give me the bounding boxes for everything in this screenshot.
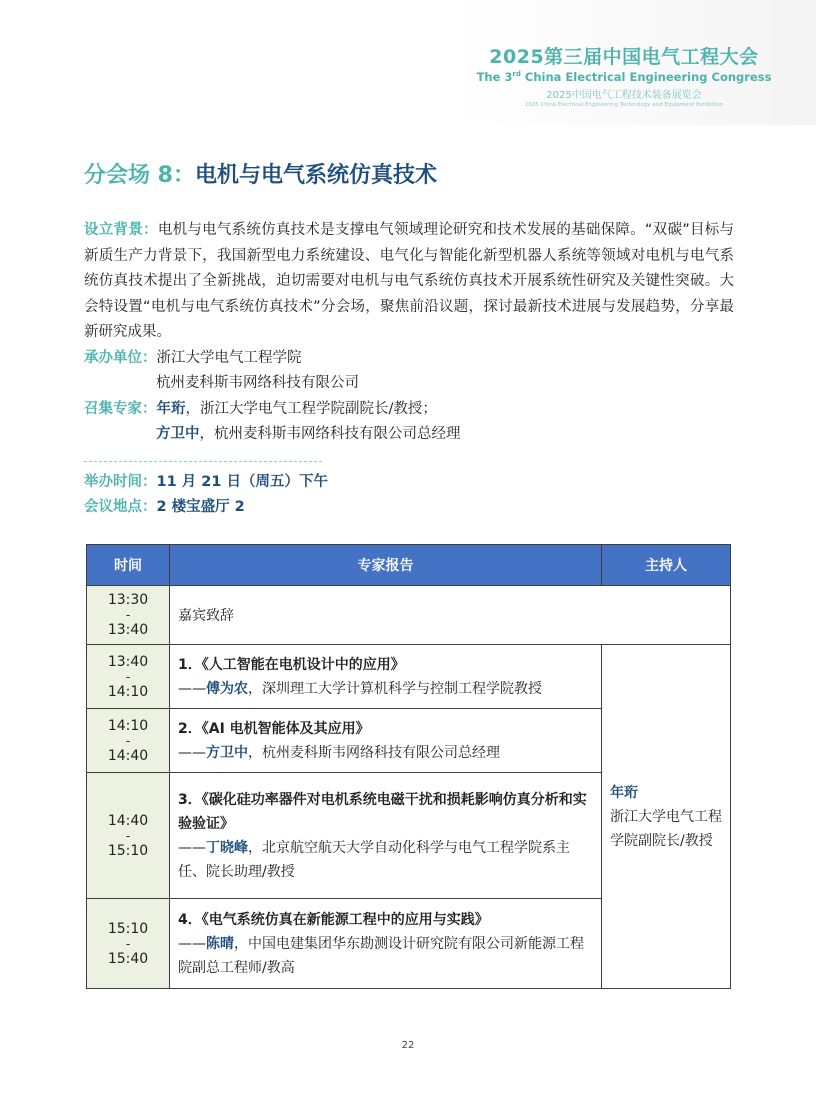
venue-row [84,495,734,521]
organizer-item: 杭州麦科斯韦网络科技有限公司 [156,375,359,391]
talk-speaker-line: ——丁晓峰，北京航空航天大学自动化科学与电气工程学院系主任、院长助理/教授 [178,839,570,880]
time-cell: 14:40 - 15:10 [87,773,170,899]
page-number: 22 [401,1040,415,1051]
time-cell: 15:10 - 15:40 [87,899,170,989]
venue-label: 会议地点： [84,499,157,515]
logo-exhibition-cn: 2025中国电气工程技术装备展览会 [546,90,702,101]
organizer-label: 承办单位： [84,349,157,366]
talk-title: 3．《碳化硅功率器件对电机系统电磁干扰和损耗影响仿真分析和实验验证》 [178,791,587,832]
host-desc: 浙江大学电气工程学院副院长/教授 [610,808,722,849]
background-text: 电机与电气系统仿真技术是支撑电气领域理论研究和技术发展的基础保障。“双碳”目标与新质生产力背景下，我国新型电力系统建设、电气化与智能化新型机器人系统等领域对电机与电气系统仿真技术提出了全新挑战，迫切需要对电机与电气系统仿真技术开展系统性研究及关键性突破。大会特设置“电机与电气系统仿真技术”分会场，聚焦前沿议题，探讨最新技术进展与发展趋势，分享最新研究成果。 [84,222,734,340]
talk-cell [170,899,602,989]
speaker-name: 陈晴 [206,935,234,952]
logo-exhibition-en: 2025 China Electrical Engineering Technology and Equipment Exhibition [524,102,724,108]
speaker-name: 方卫中 [206,744,248,761]
table-row [87,586,731,645]
talk-title: 2．《AI 电机智能体及其应用》 [178,720,370,737]
talk-speaker-line: ——傅为农，深圳理工大学计算机科学与控制工程学院教授 [178,680,542,697]
speaker-name: 傅为农 [206,680,248,697]
page-title [84,158,437,189]
convener-row [84,422,734,448]
dashed-divider [84,461,322,462]
time-cell: 14:10 - 14:40 [87,709,170,773]
logo-title-en: The 3rd China Electrical Engineering Congress [476,70,772,84]
organizer-row [84,371,734,397]
logo-title-cn: 2025第三届中国电气工程大会 [489,46,759,68]
time-cell: 13:30 - 13:40 [87,586,170,645]
convener-name: 年珩 [156,400,186,417]
talk-title: 4．《电气系统仿真在新能源工程中的应用与实践》 [178,911,489,928]
schedule-table [86,544,731,989]
congress-logo [474,42,774,108]
talk-speaker-line: ——方卫中，杭州麦科斯韦网络科技有限公司总经理 [178,744,500,761]
venue-value: 2 楼宝盛厅 2 [156,499,245,515]
session-number: 分会场 8： [84,163,195,188]
time-value: 11 月 21 日（周五）下午 [156,473,328,490]
time-cell: 13:40 - 14:10 [87,645,170,709]
organizer-item: 浙江大学电气工程学院 [156,349,302,366]
table-header-row [87,545,731,586]
talk-cell [170,709,602,773]
host-cell [602,645,731,989]
time-row [84,470,734,496]
talk-title: 1．《人工智能在电机设计中的应用》 [178,656,405,673]
organizer-row [84,346,734,372]
convener-label: 召集专家： [84,400,157,417]
background-label: 设立背景： [84,222,158,238]
talk-cell [170,773,602,899]
talk-cell [170,645,602,709]
header-time: 时间 [87,545,170,586]
speaker-name: 丁晓峰 [206,839,248,856]
convener-name: 方卫中 [156,426,200,442]
convener-desc: ，杭州麦科斯韦网络科技有限公司总经理 [199,426,461,442]
header-report: 专家报告 [170,545,602,586]
welcome-cell: 嘉宾致辞 [170,586,731,645]
convener-row [84,397,734,423]
time-label: 举办时间： [84,473,157,490]
talk-speaker-line: ——陈晴，中国电建集团华东勘测设计研究院有限公司新能源工程院副总工程师/教高 [178,935,584,976]
convener-desc: ，浙江大学电气工程学院副院长/教授； [185,400,437,417]
header-host: 主持人 [602,545,731,586]
table-row [87,645,731,709]
session-name: 电机与电气系统仿真技术 [194,163,437,188]
session-info [84,218,734,521]
background-paragraph [84,218,734,346]
host-name: 年珩 [610,784,638,801]
